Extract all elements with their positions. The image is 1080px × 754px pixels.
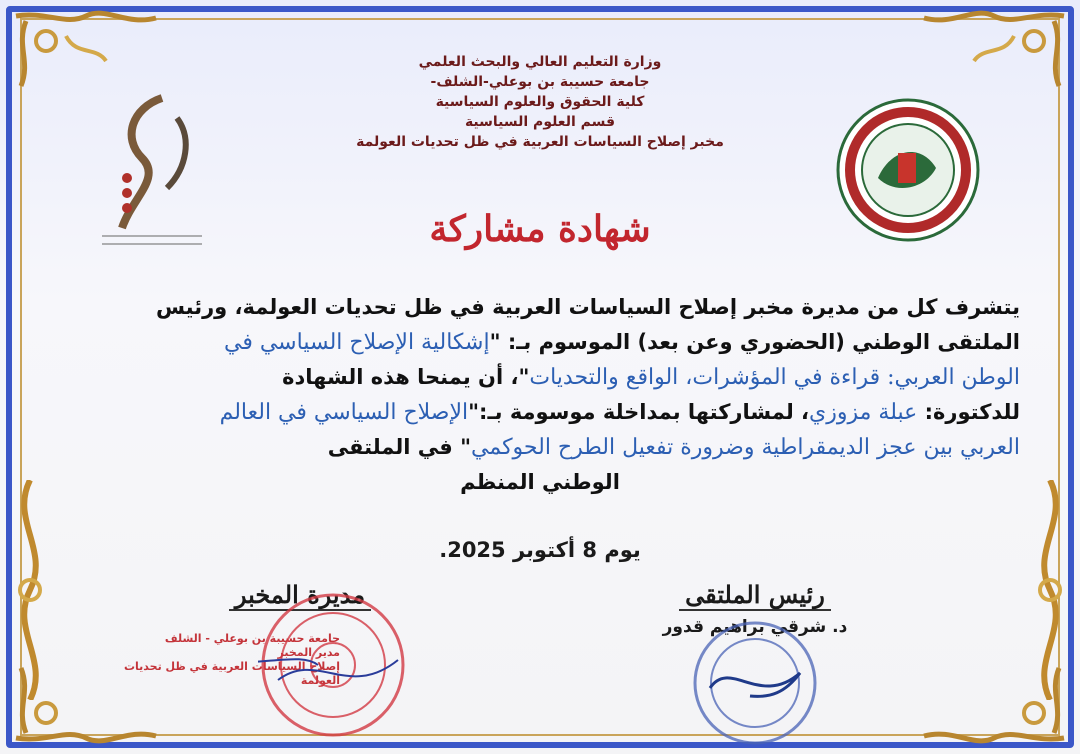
conference-title-part-1: إشكالية الإصلاح السياسي في [224,330,490,355]
university-name: جامعة حسيبة بن بوعلي-الشلف- [430,74,650,90]
blue-round-stamp [690,618,820,748]
body-line-6: الوطني المنظم [460,470,620,494]
certificate-body [60,290,1020,500]
paper-title-part-2: العربي بين عجز الديمقراطية وضرورة تفعيل الطرح الحوكمي [471,435,1020,460]
body-line-5 [60,430,1020,465]
body-line-5-text: " في الملتقى [327,435,472,459]
body-line-1: يتشرف كل من مديرة مخبر إصلاح السياسات العربية في ظل تحديات العولمة، ورئيس [155,295,1020,319]
chair-name: د. شرقي براهيم قدور [662,617,848,637]
side-ornament-right [1020,480,1080,700]
recipient-name: عبلة مزوزي [809,400,918,425]
lab-name: مخبر إصلاح السياسات العربية في ظل تحديات العولمة [356,134,724,150]
body-line-3-text: "، أن يمنحا هذه الشهادة [282,365,530,389]
stamp-text-1: جامعة حسيبة بن بوعلي - الشلف [164,632,340,645]
body-line-3 [60,360,1020,395]
department-name: قسم العلوم السياسية [464,114,616,130]
institution-header [300,52,780,152]
red-round-stamp [258,590,408,740]
stamp-text-2: مدير المخبر [277,646,340,659]
chair-role-label: رئيس الملتقى [679,580,831,611]
paper-title-part-1: الإصلاح السياسي في العالم [219,400,469,425]
body-line-4 [60,395,1020,430]
director-role-label: مديرة المخبر [229,580,371,611]
faculty-name: كلية الحقوق والعلوم السياسية [435,94,645,110]
ministry-name: وزارة التعليم العالي والبحث العلمي [418,54,662,70]
certificate-title: شهادة مشاركة [429,208,651,250]
side-ornament-left [0,480,60,700]
corner-ornament-top-right [874,6,1074,96]
body-line-2 [60,325,1020,360]
conference-title-part-2: الوطن العربي: قراءة في المؤشرات، الواقع والتحديات [529,365,1020,390]
stamp-text-3: إصلاح السياسات العربية في ظل تحديات العولمة [123,660,340,687]
body-line-4-text: ، لمشاركتها بمداخلة موسومة بـ:" [468,400,810,424]
recipient-prefix: للدكتورة: [917,400,1020,424]
event-date: يوم 8 أكتوبر 2025. [439,538,641,562]
body-line-2-text: الملتقى الوطني (الحضوري وعن بعد) الموسوم بـ: " [489,330,1020,354]
